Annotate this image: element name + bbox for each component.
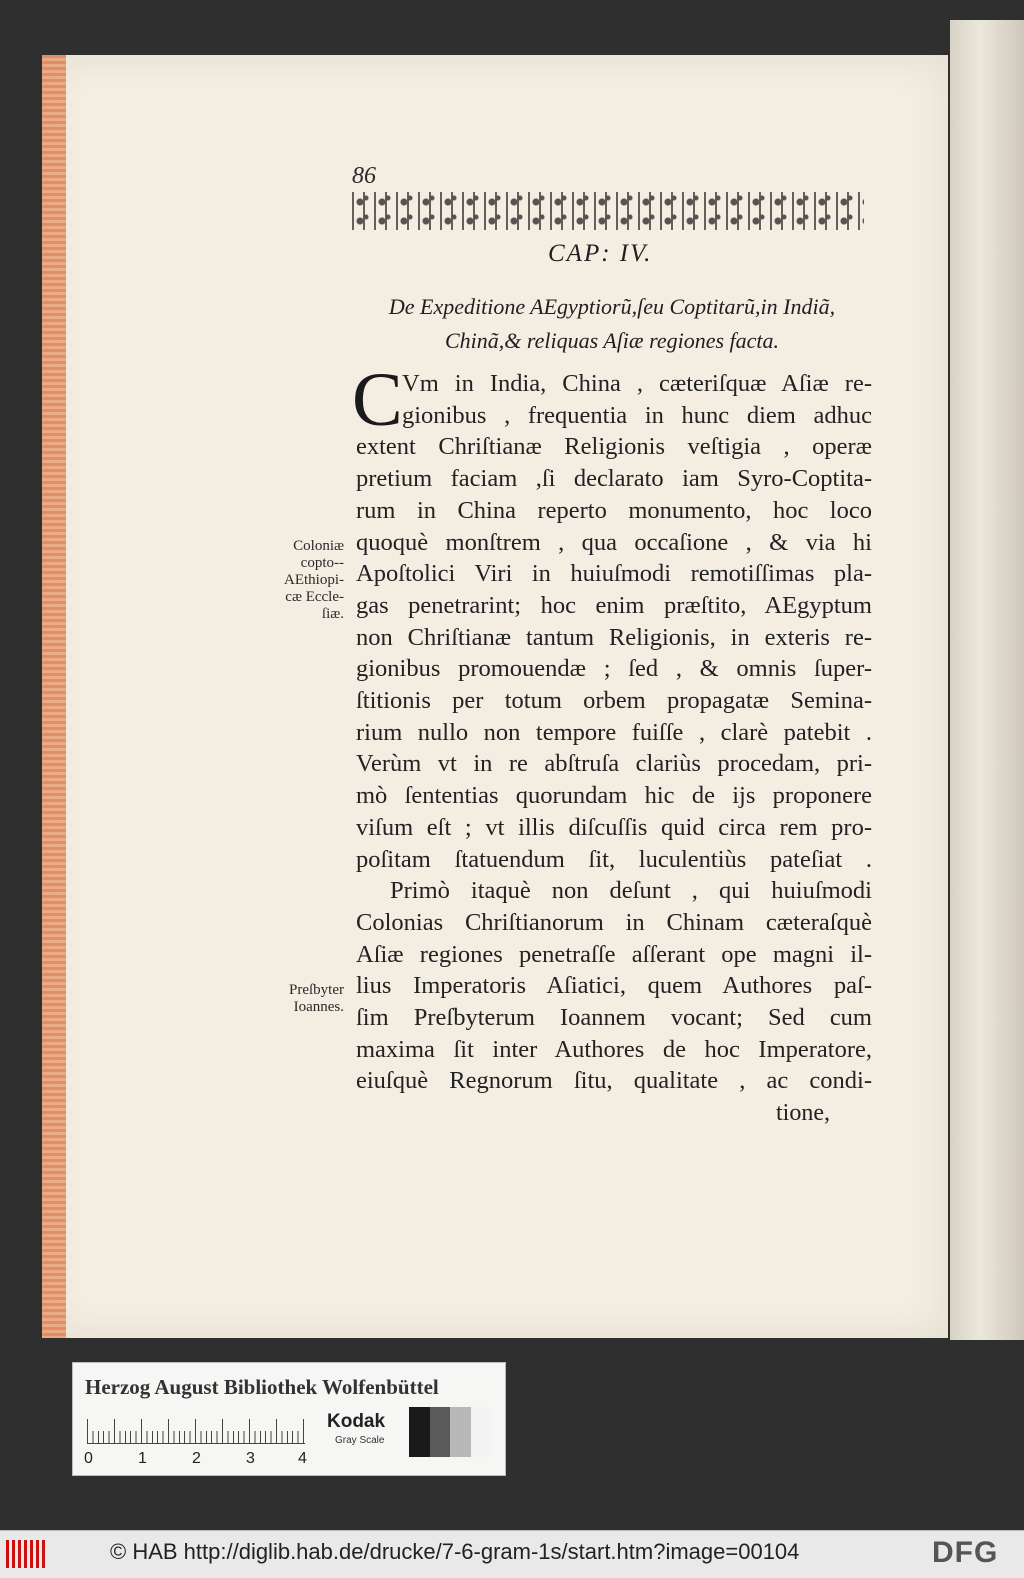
chapter-heading: CAP: IV. [548,240,653,267]
text-line: pretium faciam ,ſi declarato iam Syro-Coptita- [356,465,872,493]
ruler-ticks [87,1413,305,1444]
gray-scale-swatches [409,1407,491,1457]
text-line: lius Imperatoris Aſiatici, quem Authores paſ- [356,972,872,1000]
drop-cap: C [352,358,403,442]
ruler-number: 1 [138,1450,147,1467]
kodak-subtitle: Gray Scale [335,1435,385,1446]
text-line: Apoſtolici Viri in huiuſmodi remotiſſimas pla- [356,560,872,588]
text-line: Aſiæ regiones penetraſſe aſſerant ope magni il- [356,940,872,968]
gray-swatch [430,1407,451,1457]
text-line: Primò itaquè non deſunt , qui huiuſmodi [390,877,872,905]
gray-swatch [471,1407,492,1457]
gray-swatch [409,1407,430,1457]
text-line: gas penetrarint; hoc enim præſtito, AEgyptum [356,591,872,619]
text-line: quoquè monſtrem , qua occaſione , & via hi [356,528,872,556]
text-line: non Chriſtianæ tantum Religionis, in exteris re- [356,623,872,651]
text-line: eiuſquè Regnorum ſitu, qualitate , ac condi- [356,1067,872,1095]
ruler-number: 3 [246,1450,255,1467]
page-number: 86 [352,163,376,189]
body-text [356,368,872,1097]
text-line: extent Chriſtianæ Religionis veſtigia , operæ [356,433,872,461]
chapter-title [352,290,872,358]
scale-ruler [87,1413,305,1447]
margin-note-line: Preſbyter [289,982,344,998]
margin-note-line: Ioannes. [293,999,344,1015]
margin-note-line: copto-- [300,555,344,571]
library-name: Herzog August Bibliothek Wolfenbüttel [85,1375,439,1399]
margin-note-coloniae [252,538,344,623]
text-line: Verùm vt in re abſtruſa clariùs procedam, pri- [356,750,872,778]
gray-swatch [450,1407,471,1457]
dfg-logo: DFG [932,1536,999,1569]
margin-note-line: ſiæ. [321,606,344,622]
margin-note-presbyter [252,982,344,1016]
margin-note-line: cæ Eccle- [285,589,344,605]
footer-bar [0,1530,1024,1578]
text-line: viſum eſt ; vt illis diſcuſſis quid circa rem pro- [356,813,872,841]
text-line: rium nullo non tempore fuiſſe , clarè patebit . [356,718,872,746]
text-line: maxima ſit inter Authores de hoc Imperatore, [356,1035,872,1063]
text-line: Colonias Chriſtianorum in Chinam cæteraſquè [356,908,872,936]
page-edge-coloring [42,55,66,1338]
ruler-number: 0 [84,1450,93,1467]
margin-note-line: AEthiopi- [284,572,344,588]
text-line: Vm in India, China , cæteriſquæ Aſiæ re- [402,370,872,397]
chapter-title-line: Chinã,& reliquas Aſiæ regiones facta. [444,328,780,353]
text-line: ſtitionis per totum orbem propagatæ Semina- [356,687,872,715]
text-line: ſim Preſbyterum Ioannem vocant; Sed cum [356,1004,872,1032]
text-line: mò ſententias quorundam hic de ijs proponere [356,782,872,810]
ornament-headpiece [352,192,864,230]
catchword: tione, [776,1100,830,1126]
text-line: rum in China reperto monumento, hoc loco [356,496,872,524]
text-line: gionibus , frequentia in hunc diem adhuc [402,401,872,429]
kodak-logo: Kodak [327,1411,386,1432]
next-page-edge [950,20,1024,1340]
footer-link[interactable]: © HAB http://diglib.hab.de/drucke/7-6-gram-1s/start.htm?image=00104 [110,1539,800,1564]
chapter-title-line: De Expeditione AEgyptiorũ,ſeu Coptitarũ,in Indiã, [388,294,836,319]
ruler-number: 4 [298,1450,307,1467]
hab-logo-icon [6,1540,46,1568]
ruler-number: 2 [192,1450,201,1467]
text-line: gionibus promouendæ ; ſed , & omnis ſuper- [356,655,872,683]
text-line: poſitam ſtatuendum ſit, luculentiùs pateſiat . [356,845,872,873]
margin-note-line: Coloniæ [293,538,344,554]
